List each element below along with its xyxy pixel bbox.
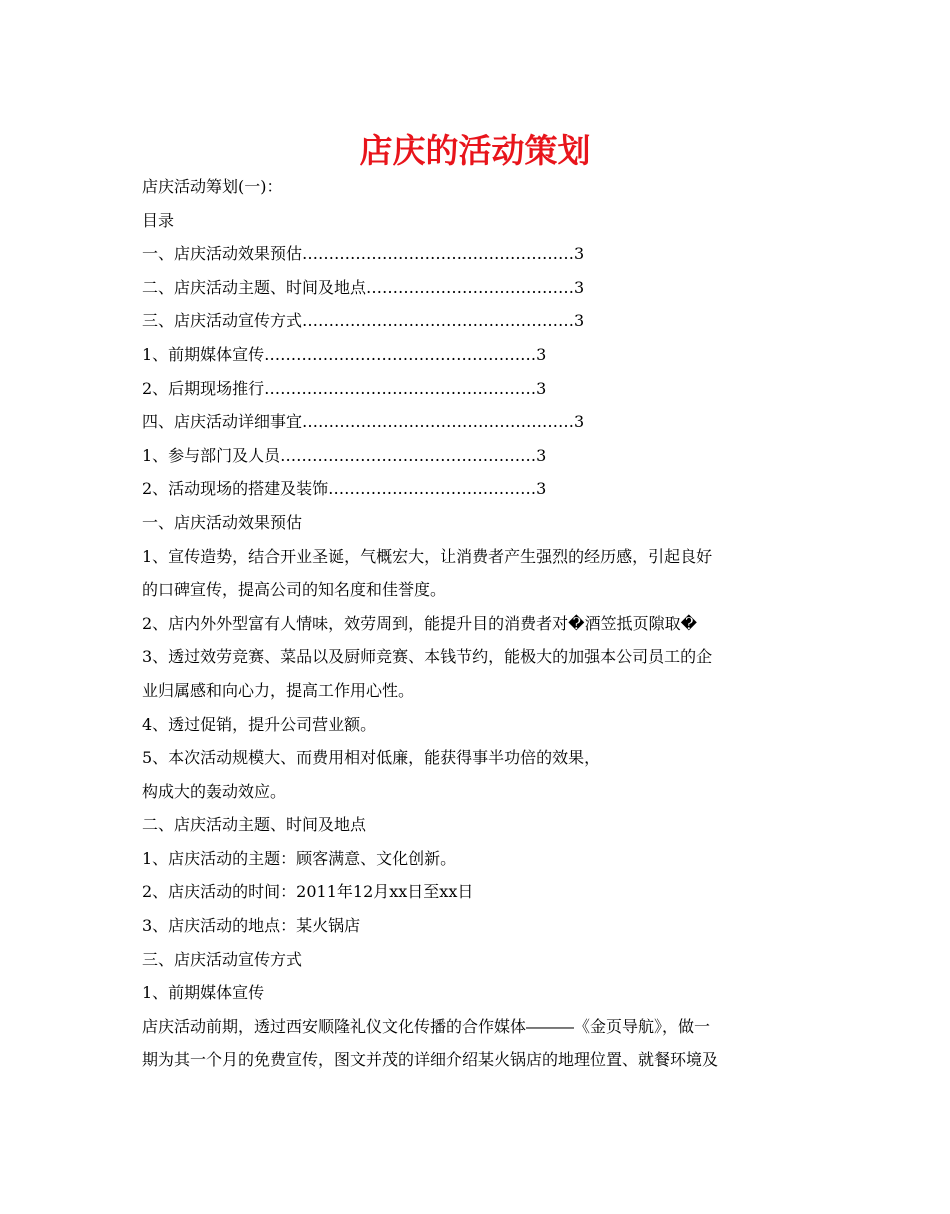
- paragraph-line: 1、宣传造势，结合开业圣诞，气概宏大，让消费者产生强烈的经历感，引起良好: [142, 546, 713, 566]
- paragraph-line: 3、店庆活动的地点：某火锅店: [142, 916, 361, 936]
- section-heading: 三、店庆活动宣传方式: [142, 949, 303, 969]
- paragraph-line: 的口碑宣传，提高公司的知名度和佳誉度。: [142, 580, 447, 600]
- paragraph-line: 1、店庆活动的主题：顾客满意、文化创新。: [142, 848, 457, 868]
- document-body: [142, 170, 814, 1077]
- toc-entry: 四、店庆活动详细事宜……………………………………………3: [142, 412, 585, 432]
- paragraph-line: 2、店内外外型富有人情味，效劳周到，能提升目的消费者对�酒笠抵页隙取�: [142, 613, 697, 633]
- paragraph-line: 构成大的轰动效应。: [142, 781, 287, 801]
- toc-heading: 目录: [142, 210, 175, 230]
- toc-entry: 二、店庆活动主题、时间及地点…………………………………3: [142, 277, 585, 297]
- toc-entry: 三、店庆活动宣传方式……………………………………………3: [142, 311, 585, 331]
- paragraph-line: 业归属感和向心力，提高工作用心性。: [142, 680, 415, 700]
- toc-entry: 2、活动现场的搭建及装饰…………………………………3: [142, 479, 547, 499]
- paragraph-line: 5、本次活动规模大、而费用相对低廉，能获得事半功倍的效果，: [142, 748, 601, 768]
- toc-entry: 一、店庆活动效果预估……………………………………………3: [142, 244, 585, 264]
- subsection-heading: 1、前期媒体宣传: [142, 983, 265, 1003]
- section-heading: 二、店庆活动主题、时间及地点: [142, 815, 367, 835]
- intro-line: 店庆活动筹划(一)：: [142, 177, 283, 196]
- toc-entry: 1、参与部门及人员…………………………………………3: [142, 445, 547, 465]
- paragraph-line: 2、店庆活动的时间：2011年12月xx日至xx日: [142, 882, 474, 902]
- toc-entry: 2、后期现场推行……………………………………………3: [142, 378, 547, 398]
- paragraph-line: 4、透过促销，提升公司营业额。: [142, 714, 377, 734]
- section-heading: 一、店庆活动效果预估: [142, 512, 303, 532]
- paragraph-line: 期为其一个月的免费宣传，图文并茂的详细介绍某火锅店的地理位置、就餐环境及: [142, 1050, 719, 1070]
- document-title: 店庆的活动策划: [359, 131, 591, 170]
- paragraph-line: 3、透过效劳竞赛、菜品以及厨师竞赛、本钱节约，能极大的加强本公司员工的企: [142, 647, 713, 667]
- paragraph-line: 店庆活动前期，透过西安顺隆礼仪文化传播的合作媒体―――《金页导航》，做一: [142, 1016, 711, 1036]
- toc-entry: 1、前期媒体宣传……………………………………………3: [142, 344, 547, 364]
